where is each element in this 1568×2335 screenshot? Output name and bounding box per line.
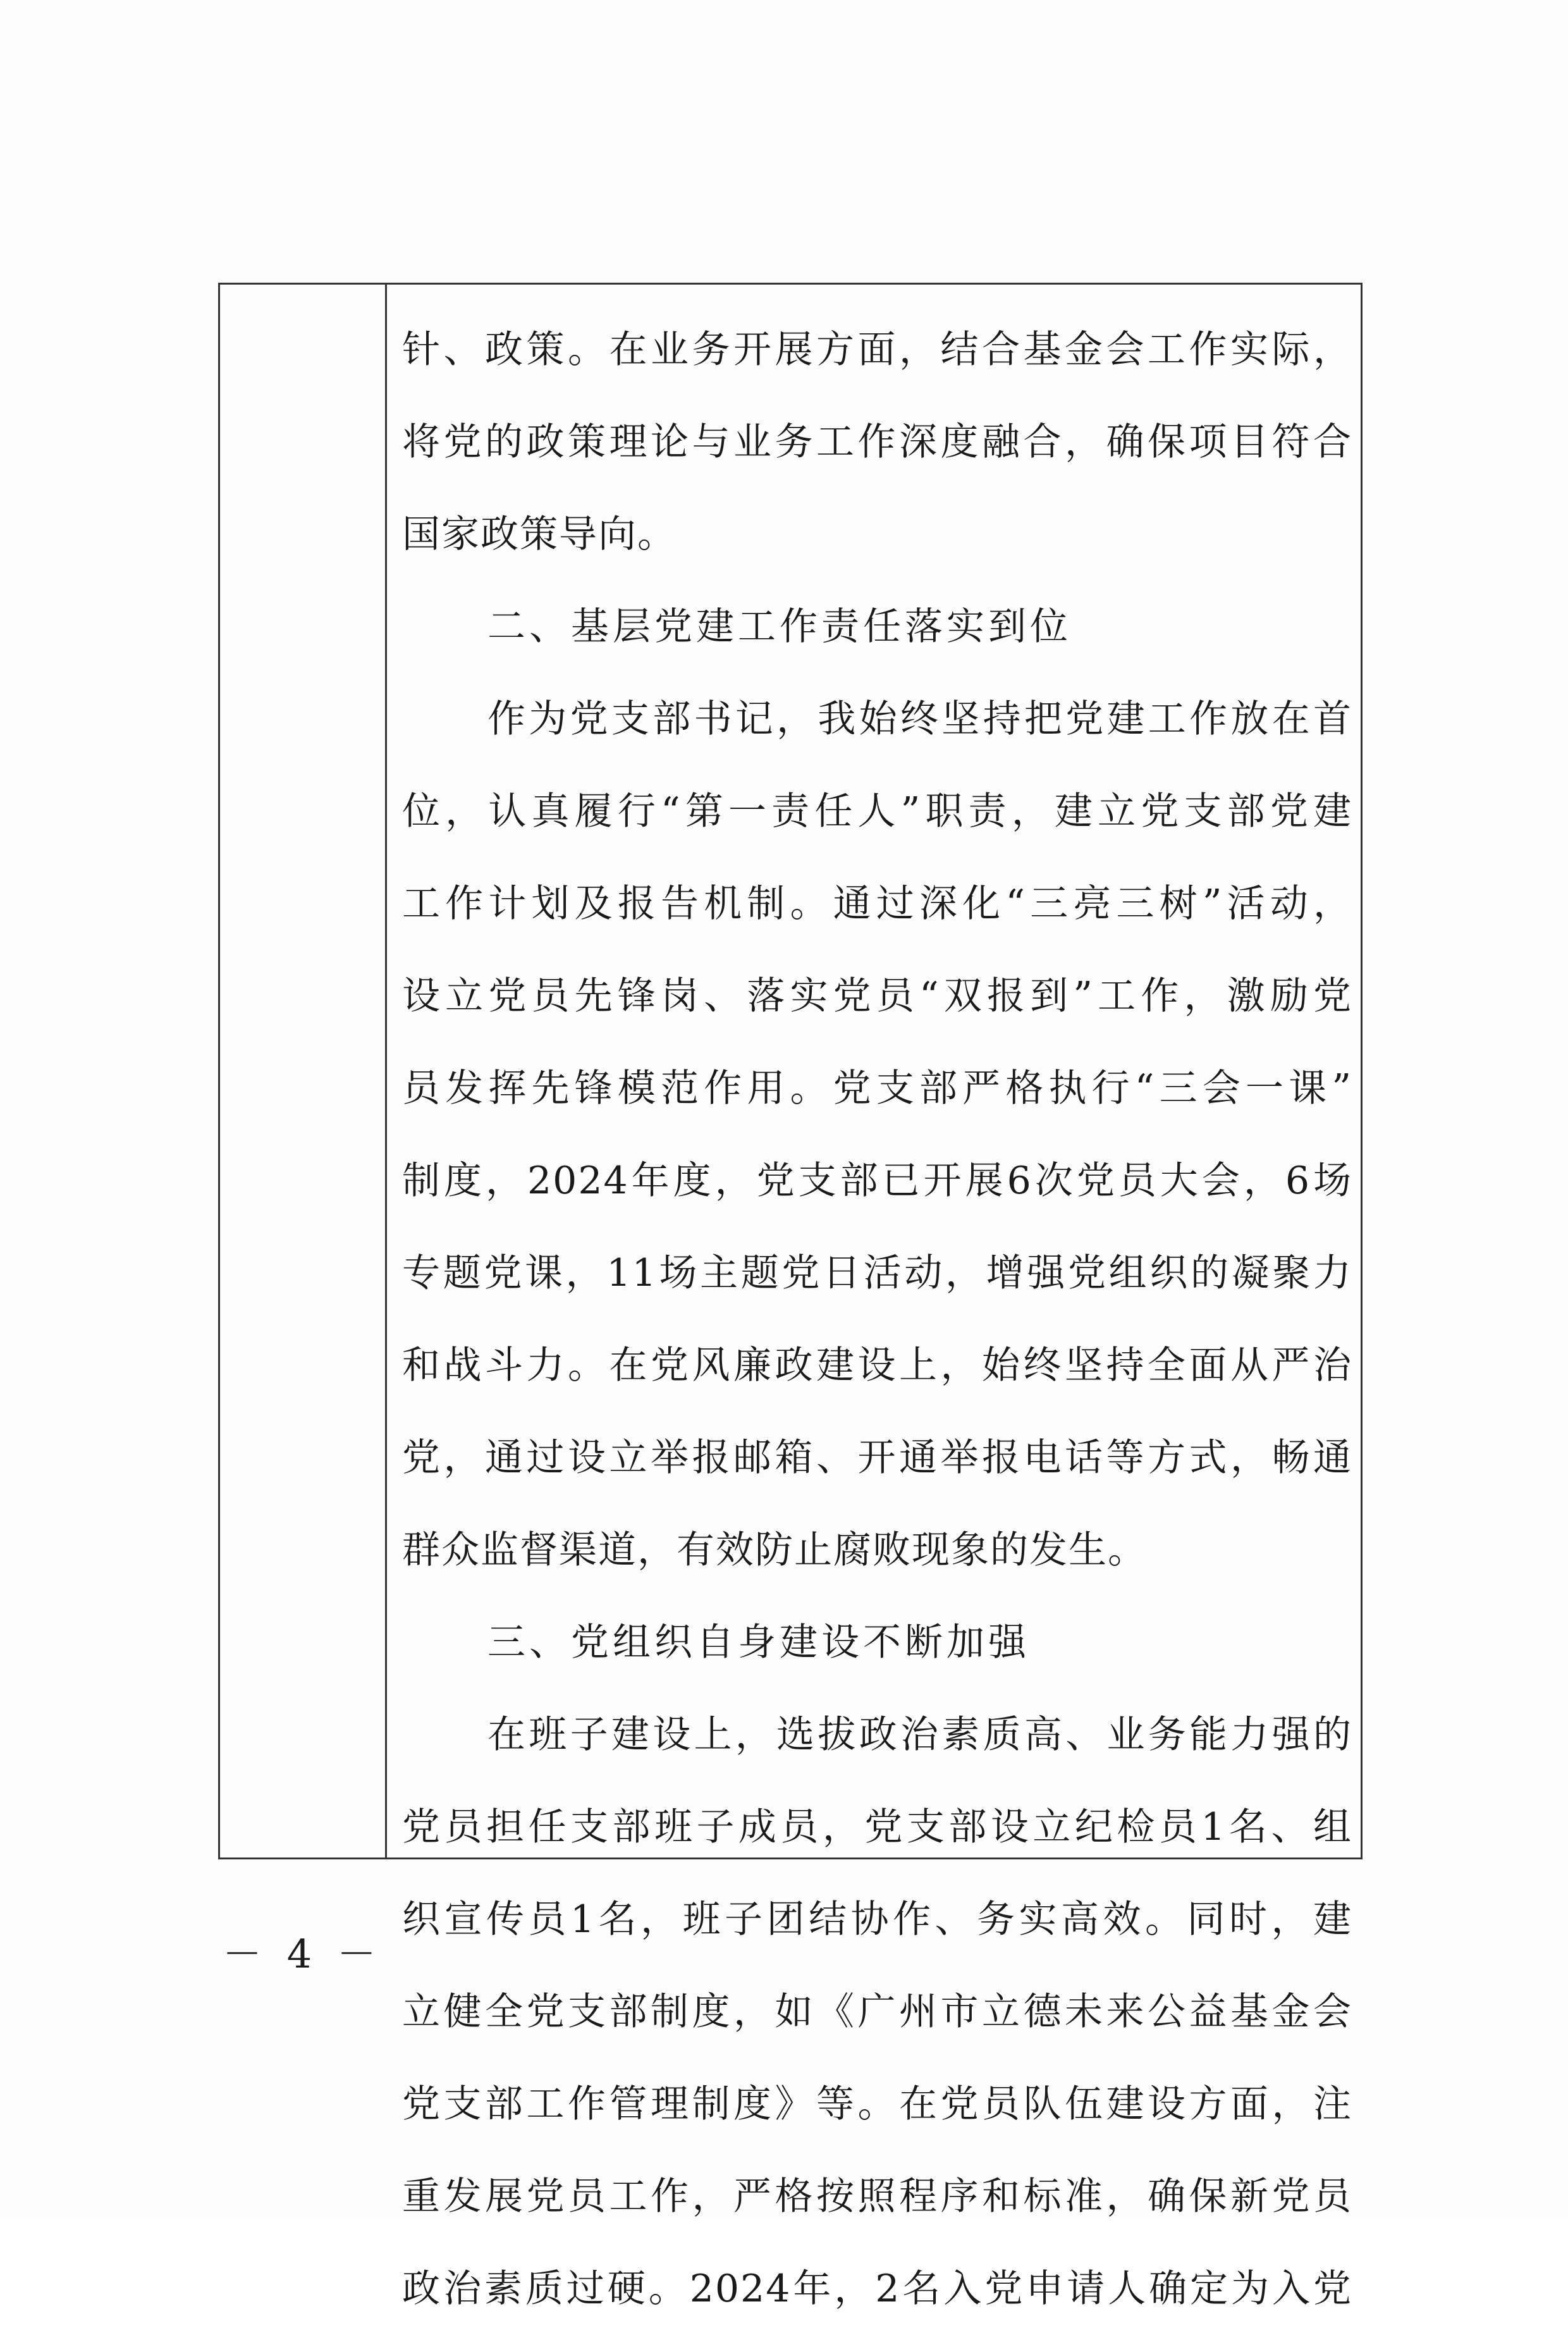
- text-line: 设立党员先锋岗、落实党员“双报到”工作，激励党: [402, 974, 1352, 1018]
- text-line: 专题党课，11场主题党日活动，增强党组织的凝聚力: [402, 1251, 1352, 1295]
- text-line: 针、政策。在业务开展方面，结合基金会工作实际，: [402, 328, 1352, 372]
- page-number: － 4 －: [223, 1931, 383, 1977]
- text-line: 工作计划及报告机制。通过深化“三亮三树”活动，: [402, 882, 1352, 926]
- text-line: 立健全党支部制度，如《广州市立德未来公益基金会: [402, 1990, 1352, 2034]
- text-line: 重发展党员工作，严格按照程序和标准，确保新党员: [402, 2174, 1352, 2219]
- text-line: 在班子建设上，选拔政治素质高、业务能力强的: [487, 1713, 1352, 1757]
- text-line: 政治素质过硬。2024年，2名入党申请人确定为入党: [402, 2267, 1352, 2311]
- text-line: 群众监督渠道，有效防止腐败现象的发生。: [402, 1528, 1147, 1572]
- document-table: [218, 283, 1363, 2311]
- text-line: 党员担任支部班子成员，党支部设立纪检员1名、组: [402, 1805, 1352, 1849]
- text-line: 位，认真履行“第一责任人”职责，建立党支部党建: [402, 789, 1352, 834]
- text-line: 和战斗力。在党风廉政建设上，始终坚持全面从严治: [402, 1343, 1352, 1388]
- table-label-column: [220, 285, 387, 1858]
- text-line: 作为党支部书记，我始终坚持把党建工作放在首: [487, 697, 1352, 741]
- text-line: 将党的政策理论与业务工作深度融合，确保项目符合: [402, 420, 1352, 464]
- text-line: 制度，2024年度，党支部已开展6次党员大会，6场: [402, 1159, 1352, 1203]
- text-line: 党支部工作管理制度》等。在党员队伍建设方面，注: [402, 2082, 1352, 2126]
- section-heading: 三、党组织自身建设不断加强: [487, 1620, 1030, 1665]
- section-heading: 二、基层党建工作责任落实到位: [487, 605, 1072, 649]
- table-content-cell: [387, 285, 1363, 2311]
- text-line: 国家政策导向。: [402, 512, 677, 557]
- text-line: 党，通过设立举报邮箱、开通举报电话等方式，畅通: [402, 1436, 1352, 1480]
- text-line: 织宣传员1名，班子团结协作、务实高效。同时，建: [402, 1897, 1352, 1942]
- text-line: 员发挥先锋模范作用。党支部严格执行“三会一课”: [402, 1066, 1352, 1111]
